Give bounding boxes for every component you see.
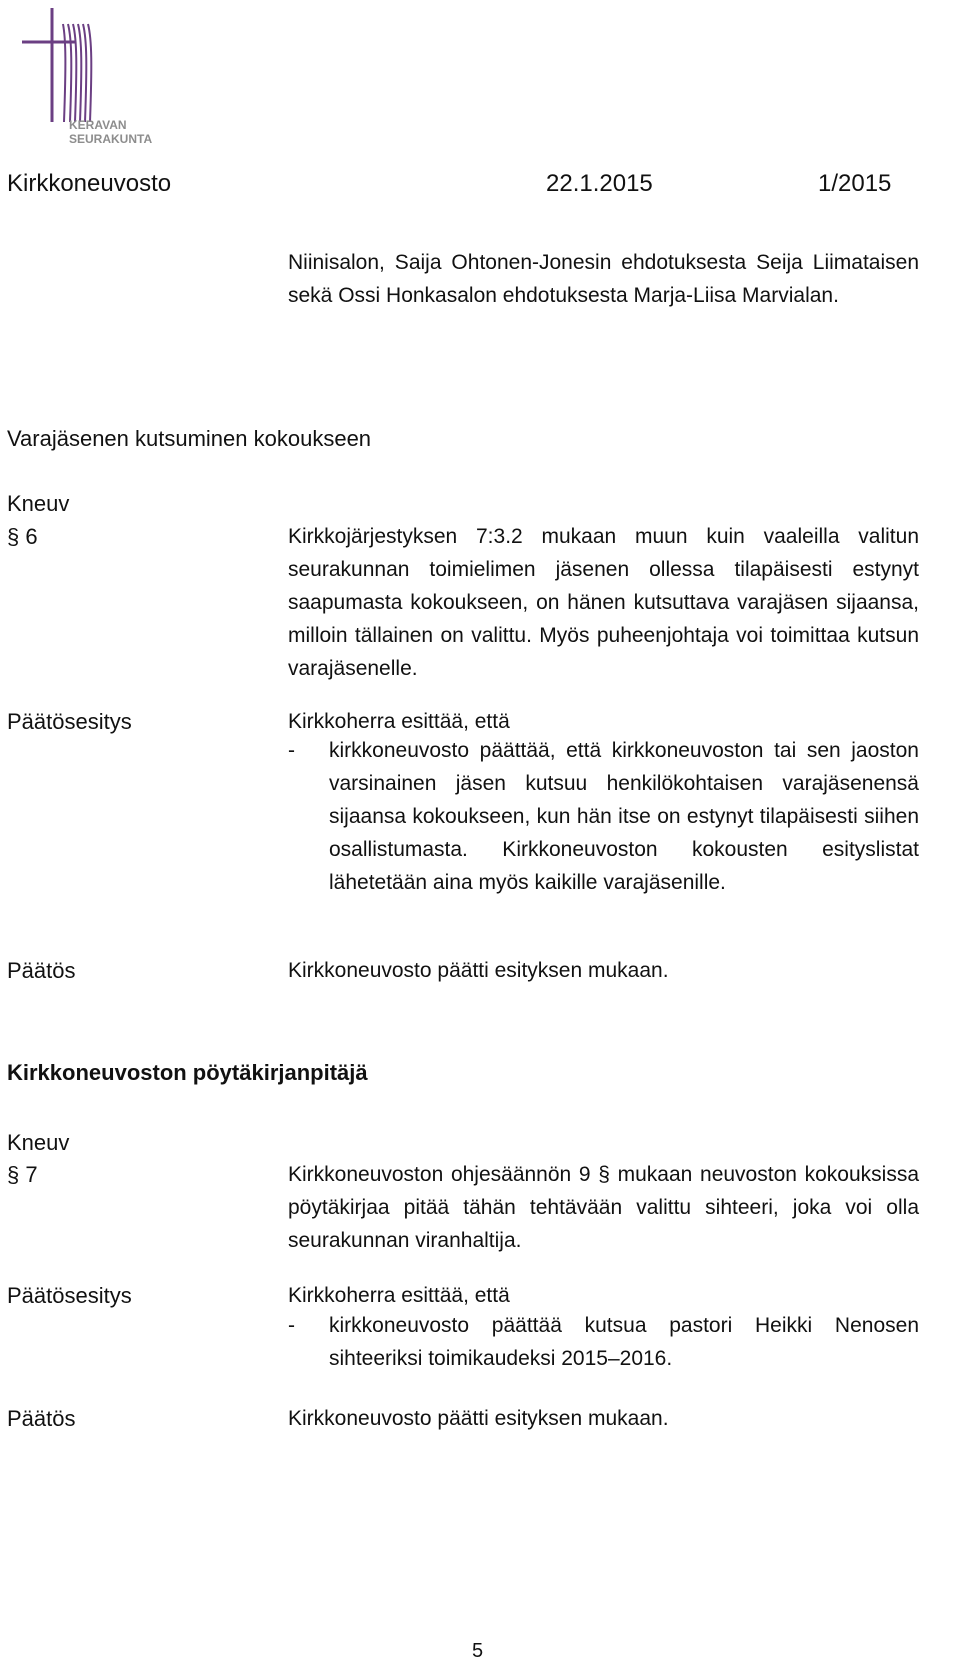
proposal-label-6: Päätösesitys <box>7 709 132 734</box>
logo-line-1: KERAVAN <box>69 118 127 132</box>
description-6: Kirkkojärjestyksen 7:3.2 mukaan muun kuin vaaleilla valitun seurakunnan toimielimen jäsenen ollessa tilapäisesti estynyt saapumasta kokoukseen, on hänen kutsuttava varajäsen sijaansa, milloin tällainen on valittu. Myös puheenjohtaja voi toimittaa kutsun varajäsenelle. <box>288 525 919 680</box>
decision-text-6: Kirkkoneuvosto päätti esityksen mukaan. <box>288 959 669 982</box>
section-title-6: Varajäsenen kutsuminen kokoukseen <box>7 426 372 451</box>
document-body-name: Kirkkoneuvosto <box>7 170 172 197</box>
page-number: 5 <box>472 1640 484 1662</box>
church-logo <box>6 6 156 156</box>
decision-label-7: Päätös <box>7 1406 76 1431</box>
paragraph-mark-7: § 7 <box>7 1162 38 1187</box>
proposal-text-6: kirkkoneuvosto päättää, että kirkkoneuvoston tai sen jaoston varsinainen jäsen kutsuu henkilökohtaisen varajäsenensä sijaansa kokoukseen, kun hän itse on estynyt tilapäisesti siihen osallistumasta. Kirkkoneuvoston kokousten esityslistat lähetetään aina myös kaikille varajäsenille. <box>329 739 919 894</box>
decision-label-6: Päätös <box>7 958 76 983</box>
body-label-6: Kneuv <box>7 491 70 516</box>
body-label-7: Kneuv <box>7 1130 70 1155</box>
proposal-label-7: Päätösesitys <box>7 1283 132 1308</box>
intro-paragraph: Niinisalon, Saija Ohtonen-Jonesin ehdotuksesta Seija Liimataisen sekä Ossi Honkasalon ehdotuksesta Marja-Liisa Marvialan. <box>288 251 919 307</box>
proposal-intro-6: Kirkkoherra esittää, että <box>288 710 510 733</box>
meeting-number: 1/2015 <box>818 170 892 197</box>
proposal-dash-7: - <box>288 1314 295 1337</box>
proposal-text-7: kirkkoneuvosto päättää kutsua pastori Heikki Nenosen sihteeriksi toimikaudeksi 2015–2016. <box>329 1314 919 1370</box>
description-7: Kirkkoneuvoston ohjesäännön 9 § mukaan neuvoston kokouksissa pöytäkirjaa pitää tähän tehtävään valittu sihteeri, joka voi olla seurakunnan viranhaltija. <box>288 1163 919 1252</box>
decision-text-7: Kirkkoneuvosto päätti esityksen mukaan. <box>288 1407 669 1430</box>
proposal-dash-6: - <box>288 739 295 762</box>
section-title-7: Kirkkoneuvoston pöytäkirjanpitäjä <box>7 1060 368 1085</box>
proposal-intro-7: Kirkkoherra esittää, että <box>288 1284 510 1307</box>
meeting-date: 22.1.2015 <box>546 170 653 197</box>
paragraph-mark-6: § 6 <box>7 524 38 549</box>
logo-line-2: SEURAKUNTA <box>69 132 153 146</box>
